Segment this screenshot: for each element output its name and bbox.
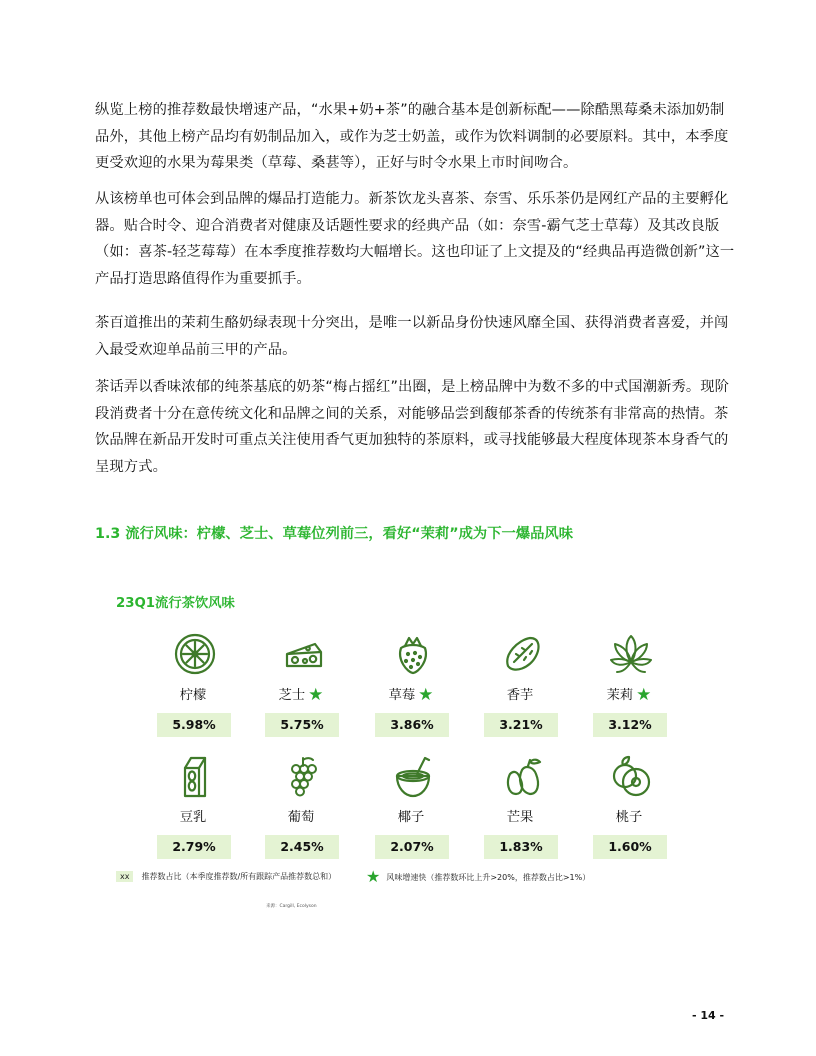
page-number: - 14 - xyxy=(692,1009,725,1022)
paragraph-1: 纵览上榜的推荐数最快增速产品，“水果+奶+茶”的融合基本是创新标配——除酷黑莓桑未添加奶制品外，其他上榜产品均有奶制品加入，或作为芝士奶盖，或作为饮料调制的必要原料。其中，本季度更受欢迎的水果为莓果类（草莓、桑葚等），正好与时令水果上市时间吻合。 xyxy=(95,102,729,171)
flavor-share-value: 1.60% xyxy=(593,835,667,859)
flavor-share-value: 2.79% xyxy=(157,835,231,859)
paragraph-4: 茶话弄以香味浓郁的纯茶基底的奶茶“梅占摇红”出圈，是上榜品牌中为数不多的中式国潮新秀。现阶段消费者十分在意传统文化和品牌之间的关系，对能够品尝到馥郁茶香的传统茶有非常高的热情。茶饮品牌在新品开发时可重点关注使用香气更加独特的茶原料，或寻找能够最大程度体现茶本身香气的呈现方式。 xyxy=(95,379,730,475)
peach-icon xyxy=(609,754,653,798)
flavor-share-value: 3.12% xyxy=(593,713,667,737)
flavor-share-value: 3.21% xyxy=(484,713,558,737)
paragraph-2: 从该榜单也可体会到品牌的爆品打造能力。新茶饮龙头喜茶、奈雪、乐乐茶仍是网红产品的主要孵化器。贴合时令、迎合消费者对健康及话题性要求的经典产品（如：奈雪-霸气芝士草莓）及其改良版（如：喜茶-轻芝莓莓）在本季度推荐数均大幅增长。这也印证了上文提及的“经典品再造微创新”这一产品打造思路值得作为重要抓手。 xyxy=(95,191,735,287)
source-note: 来源：Cargill, Ecolyson xyxy=(266,904,317,909)
flavor-item-jasmine xyxy=(569,632,689,742)
flavor-item-mango xyxy=(460,754,580,864)
flavor-share-value: 5.75% xyxy=(265,713,339,737)
flavor-label: 芝士 ★ xyxy=(278,685,324,705)
section-heading: 1.3 流行风味：柠檬、芝士、草莓位列前三，看好“茉莉”成为下一爆品风味 xyxy=(95,526,573,542)
fast-growth-star-icon: ★ xyxy=(308,685,324,705)
flavor-label: 香芋 xyxy=(506,688,534,703)
flavor-item-coconut xyxy=(351,754,471,864)
flavor-label: 芒果 xyxy=(506,810,534,825)
paragraph-3: 茶百道推出的茉莉生酪奶绿表现十分突出，是唯一以新品身份快速风靡全国、获得消费者喜爱，并闯入最受欢迎单品前三甲的产品。 xyxy=(95,315,729,358)
flavor-item-strawberry xyxy=(351,632,471,742)
legend-chip: xx xyxy=(116,871,133,882)
flavor-label: 葡萄 xyxy=(287,810,315,825)
legend-share xyxy=(116,871,336,882)
flavor-item-taro xyxy=(460,632,580,742)
legend-growth-text: 风味增速快（推荐数环比上升>20%，推荐数占比>1%） xyxy=(386,872,591,882)
fast-growth-star-icon: ★ xyxy=(366,867,381,886)
flavor-label: 桃子 xyxy=(615,810,643,825)
grape-icon xyxy=(281,754,325,798)
flavor-item-soymilk xyxy=(133,754,253,864)
flavor-item-lemon xyxy=(133,632,253,742)
cheese-icon xyxy=(281,632,325,676)
flavor-item-cheese xyxy=(241,632,361,742)
flavor-label: 椰子 xyxy=(397,810,425,825)
jasmine-icon xyxy=(609,632,653,676)
flavor-label: 豆乳 xyxy=(179,810,207,825)
soymilk-icon xyxy=(173,754,217,798)
taro-icon xyxy=(500,632,544,676)
flavor-label: 茉莉 ★ xyxy=(606,685,652,705)
legend-share-text: 推荐数占比（本季度推荐数/所有跟踪产品推荐数总和） xyxy=(141,872,337,881)
flavor-label: 柠檬 xyxy=(179,688,207,703)
flavor-share-value: 3.86% xyxy=(375,713,449,737)
fast-growth-star-icon: ★ xyxy=(636,685,652,705)
fast-growth-star-icon: ★ xyxy=(418,685,434,705)
strawberry-icon xyxy=(391,632,435,676)
flavor-share-value: 5.98% xyxy=(157,713,231,737)
coconut-icon xyxy=(391,754,435,798)
flavor-share-value: 2.45% xyxy=(265,835,339,859)
flavor-share-value: 1.83% xyxy=(484,835,558,859)
infographic-title: 23Q1流行茶饮风味 xyxy=(116,596,235,611)
lemon-icon xyxy=(173,632,217,676)
legend-growth xyxy=(366,867,591,886)
flavor-share-value: 2.07% xyxy=(375,835,449,859)
flavor-label: 草莓 ★ xyxy=(388,685,434,705)
flavor-item-grape xyxy=(241,754,361,864)
flavor-item-peach xyxy=(569,754,689,864)
mango-icon xyxy=(500,754,544,798)
